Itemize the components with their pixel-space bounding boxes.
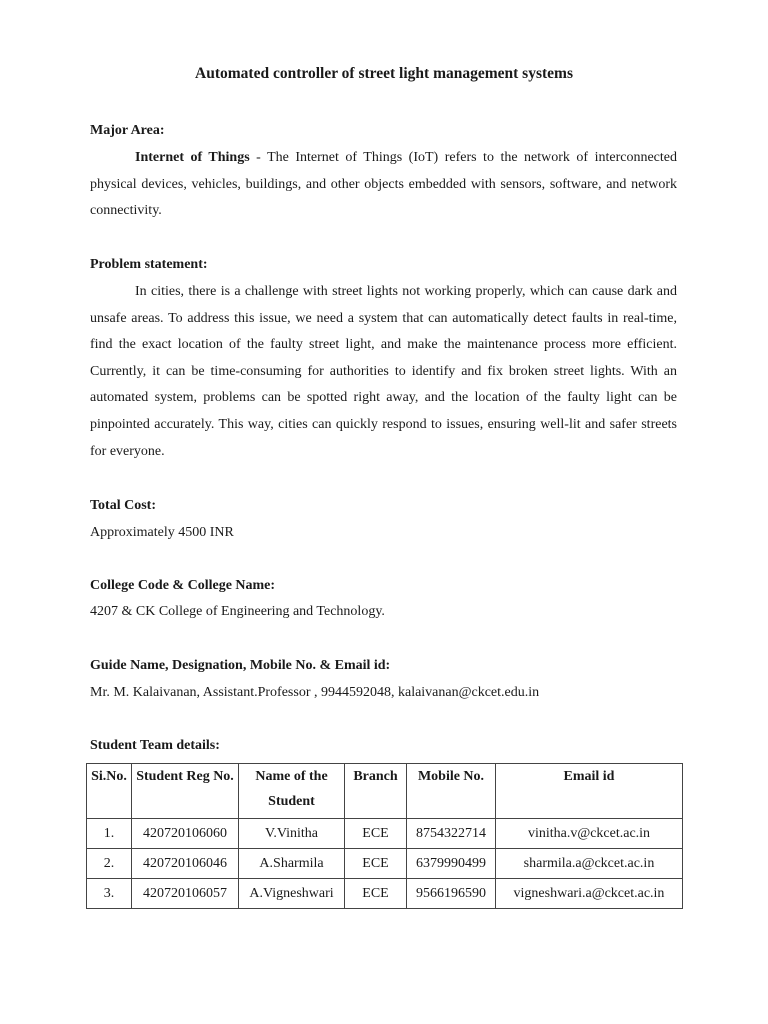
table-row: [87, 879, 683, 909]
table-cell: 420720106046: [132, 849, 239, 879]
table-cell: vinitha.v@ckcet.ac.in: [496, 819, 683, 849]
table-row: [87, 849, 683, 879]
table-cell: sharmila.a@ckcet.ac.in: [496, 849, 683, 879]
table-cell: 420720106057: [132, 879, 239, 909]
column-header: Branch: [345, 764, 407, 819]
total-cost-value: Approximately 4500 INR: [90, 525, 234, 540]
table-cell: 420720106060: [132, 819, 239, 849]
column-header: Si.No.: [87, 764, 132, 819]
table-cell: A.Sharmila: [239, 849, 345, 879]
table-cell: ECE: [345, 849, 407, 879]
table-cell: 2.: [87, 849, 132, 879]
total-cost-heading: Total Cost:: [90, 498, 156, 513]
table-cell: 6379990499: [407, 849, 496, 879]
table-cell: 1.: [87, 819, 132, 849]
major-area-term: Internet of Things: [135, 150, 250, 165]
problem-statement-paragraph: In cities, there is a challenge with street lights not working properly, which can cause dark and unsafe areas. To address this issue, we need a system that can automatically detect faults in real-time, find the exact location of the faulty street light, and make the maintenance process more efficient. Currently, it can be time-consuming for authorities to identify and fix broken street lights. With an automated system, problems can be spotted right away, and the location of the faulty light can be pinpointed accurately. This way, cities can quickly respond to issues, ensuring well-lit and safer streets for everyone.: [90, 284, 677, 459]
student-team-table: [86, 763, 683, 909]
document-title: Automated controller of street light management systems: [195, 65, 573, 82]
college-value: 4207 & CK College of Engineering and Technology.: [90, 604, 385, 619]
guide-value: Mr. M. Kalaivanan, Assistant.Professor , 9944592048, kalaivanan@ckcet.edu.in: [90, 685, 540, 700]
major-area-paragraph: [90, 145, 677, 225]
table-cell: vigneshwari.a@ckcet.ac.in: [496, 879, 683, 909]
table-cell: ECE: [345, 879, 407, 909]
table-row: [87, 819, 683, 849]
column-header: Mobile No.: [407, 764, 496, 819]
college-heading: College Code & College Name:: [90, 578, 276, 593]
table-cell: V.Vinitha: [239, 819, 345, 849]
problem-statement-heading: Problem statement:: [90, 257, 208, 272]
team-heading: Student Team details:: [90, 738, 220, 753]
table-cell: A.Vigneshwari: [239, 879, 345, 909]
column-header: Student Reg No.: [132, 764, 239, 819]
major-area-text: - The Internet of Things (IoT) refers to the network of interconnected physical devices, vehicles, buildings, and other objects embedded with sensors, software, and network connectivity.: [90, 150, 677, 219]
table-cell: 8754322714: [407, 819, 496, 849]
table-cell: ECE: [345, 819, 407, 849]
guide-heading: Guide Name, Designation, Mobile No. & Email id:: [90, 658, 391, 673]
table-cell: 3.: [87, 879, 132, 909]
table-header-row: [87, 764, 683, 819]
major-area-heading: Major Area:: [90, 123, 165, 138]
column-header: Email id: [496, 764, 683, 819]
column-header: Name of the Student: [239, 764, 345, 819]
table-cell: 9566196590: [407, 879, 496, 909]
